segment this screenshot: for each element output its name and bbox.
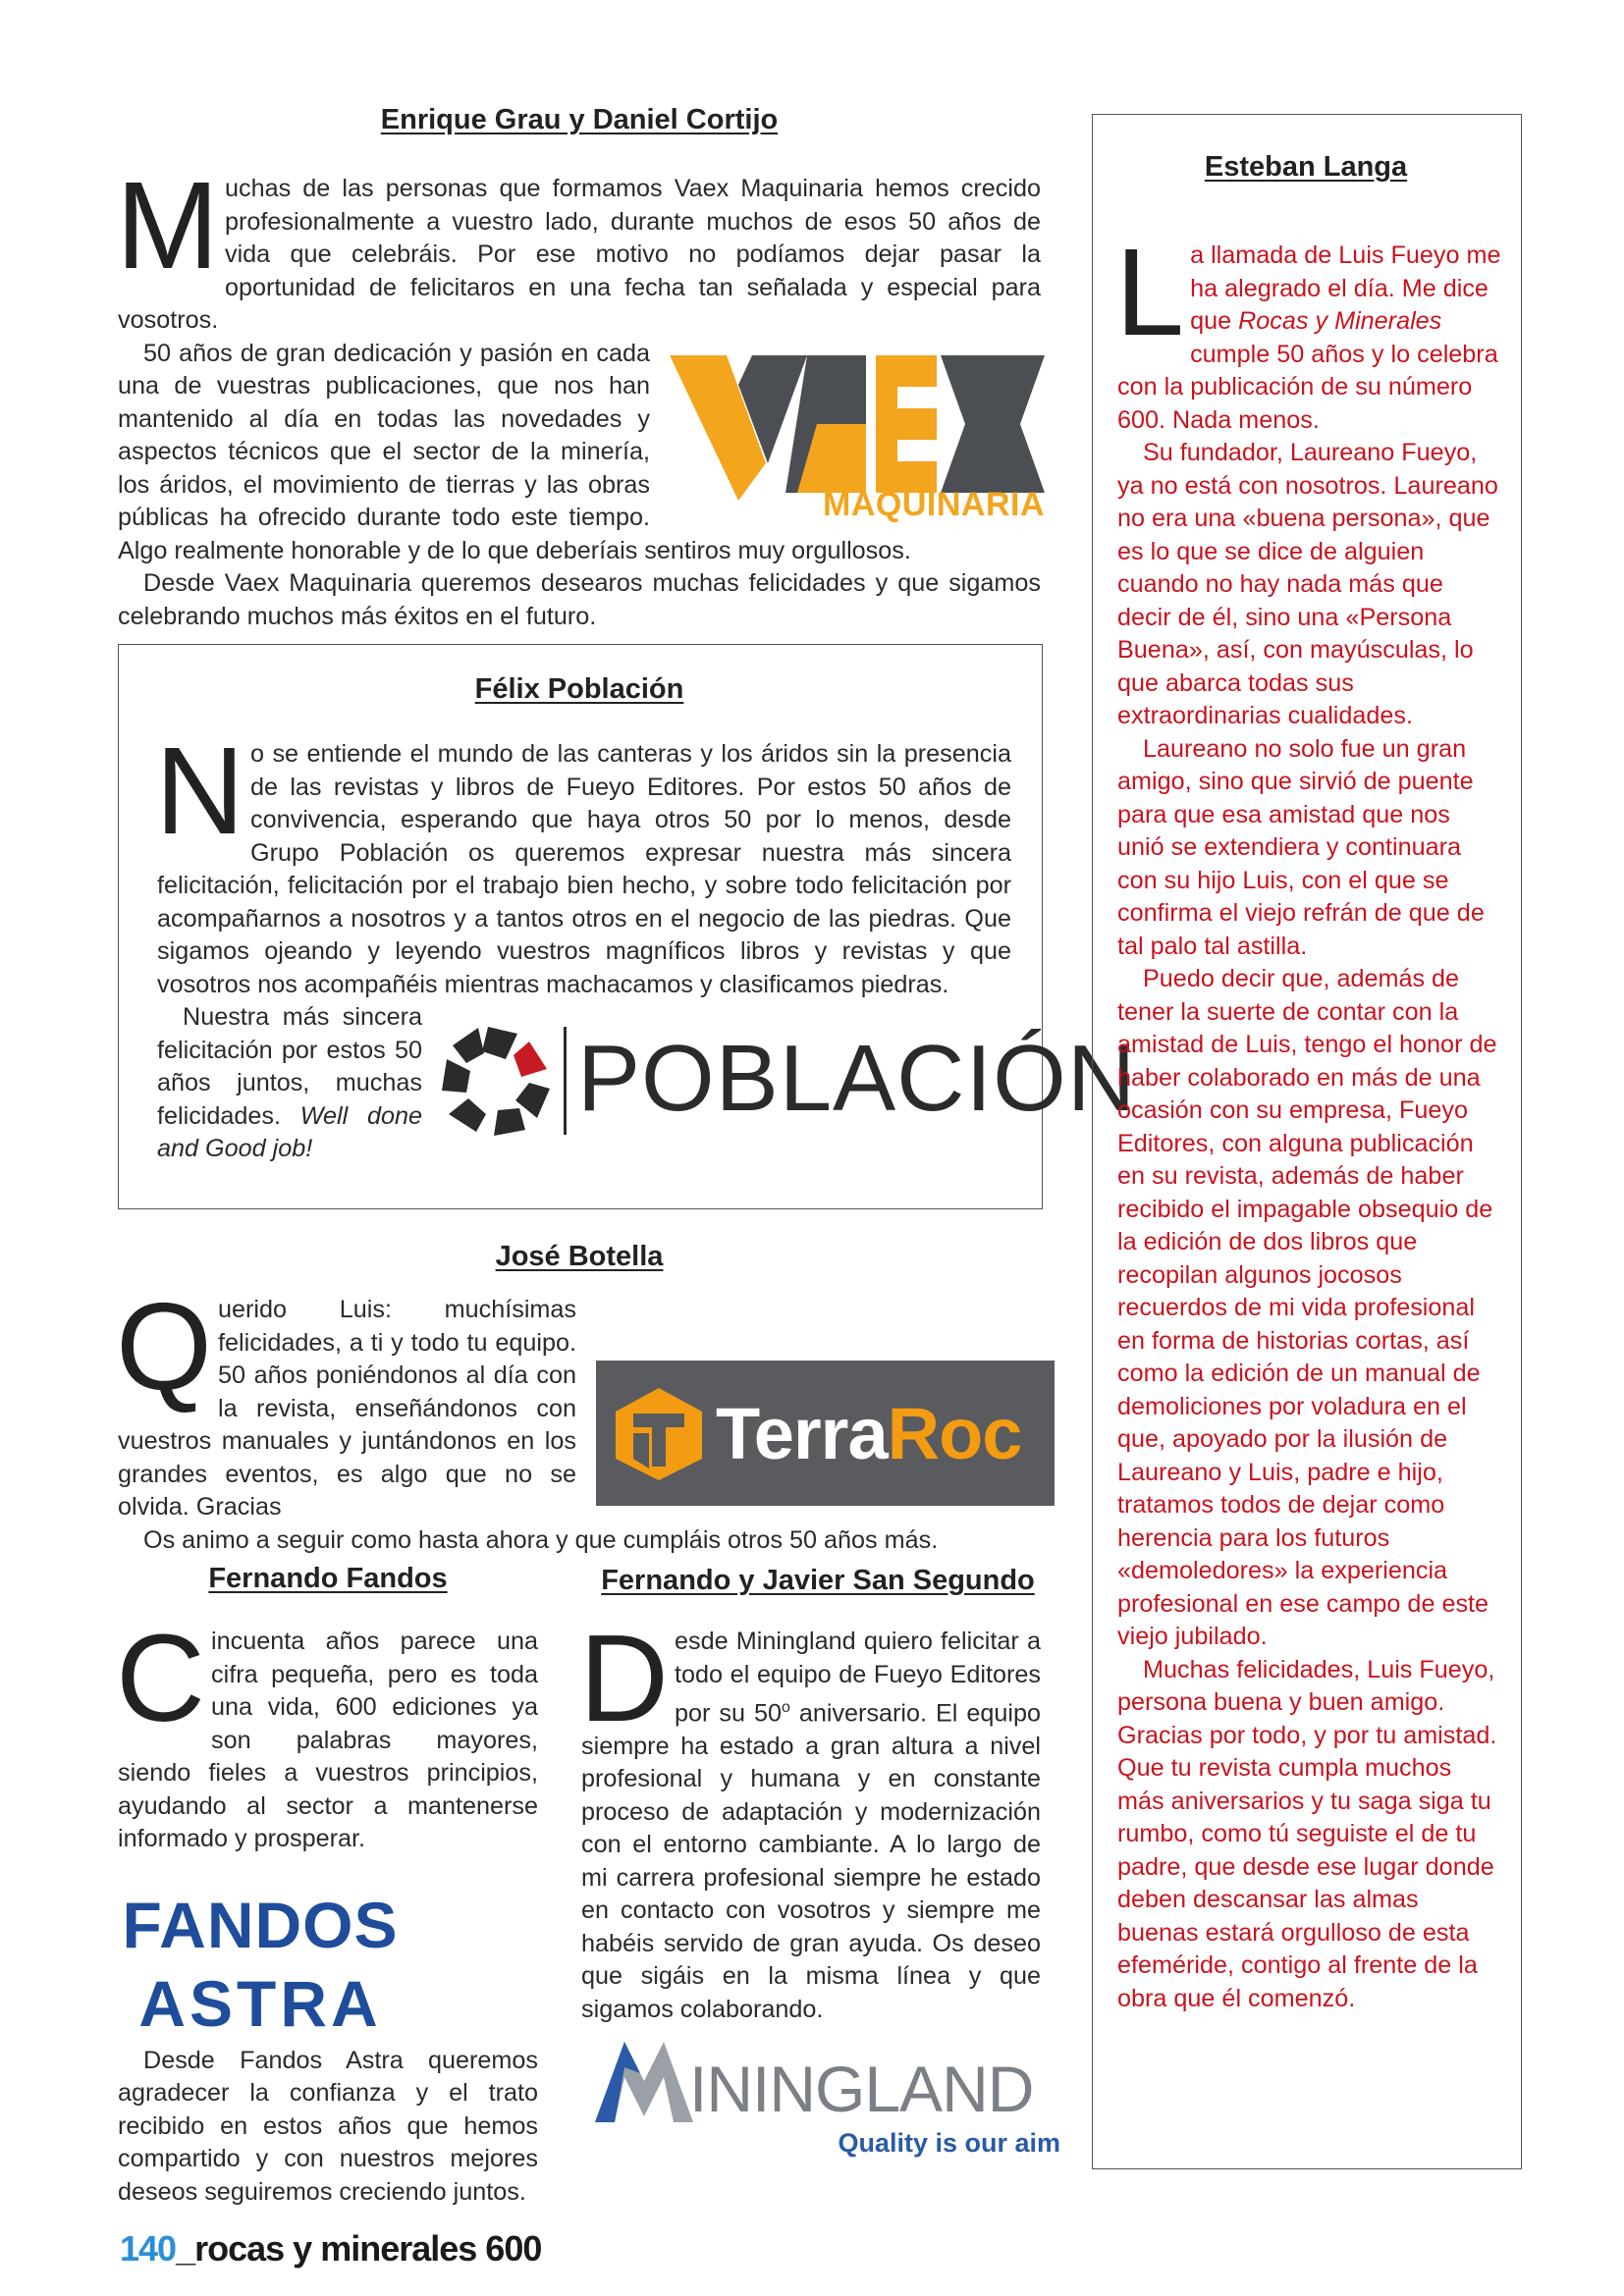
poblacion-paragraph-2-text: Nuestra más sincera felicitación por estos 50 años juntos, muchas felicidades. [157,1003,422,1130]
heading-langa: Esteban Langa [1204,151,1408,183]
page-number: 140 [120,2228,177,2269]
article-fandos [116,1609,538,2209]
vaex-logo-sub: MAQUINARIA [823,485,1045,523]
dropcap-fandos: C [116,1609,205,1747]
article-langa [1115,223,1502,2015]
fandos-paragraph-1: incuenta años parece una cifra pequeña, pero es toda una vida, 600 ediciones ya son palabras mayores, siendo fieles a vuestros principios, ayudando al sector a mantenerse informado y prosperar. [118,1628,538,1852]
vaex-logo [670,346,1045,532]
sansegundo-superscript: o [781,1699,790,1716]
sansegundo-text-b: aniversario. El equipo siempre ha estado a gran altura a nivel profesional y humana y en constante proceso de adaptación y modernización con el entorno cambiante. A lo largo de mi carrera profesional siempre he estado en contacto con vosotros y siempre me habéis servido de gran ayuda. Os deseo que sigáis en la misma línea y que sigamos colaborando. [581,1699,1041,2023]
terraroc-logo [596,1361,1055,1506]
langa-paragraph-3: Laureano no solo fue un gran amigo, sino que sirvió de puente para que esa amistad que nos unió se extendiera y continuara con su hijo Luis, con el que se confirma el viejo refrán de que de tal palo tal astilla. [1117,734,1485,960]
terraroc-hexagon-icon [610,1384,708,1482]
fandos-logo-line2: ASTRA [138,1966,382,2040]
article-botella [116,1277,1041,1557]
langa-paragraph-2: Su fundador, Laureano Fueyo, ya no está con nosotros. Laureano no era una «buena persona», que es lo que se dice de alguien cuando no hay nada más que decir de él, sino una «Persona Buena», así, con mayúsculas, lo que abarca todas sus extraordinarias cualidades. [1117,439,1498,729]
grau-paragraph-3: Desde Vaex Maquinaria queremos desearos muchas felicidades y que sigamos celebrando muchos más éxitos en el futuro. [118,569,1041,630]
heading-grau: Enrique Grau y Daniel Cortijo [380,104,779,135]
fandos-logo-line1: FANDOS [122,1888,399,1961]
miningland-tagline: Quality is our aim [838,2128,1060,2158]
miningland-m-icon [595,2038,693,2126]
publication-name: _rocas y minerales 600 [176,2228,542,2269]
grau-paragraph-1: uchas de las personas que formamos Vaex Maquinaria hemos crecido profesionalmente a vuestro lado, durante muchos de esos 50 años de vida que celebráis. Por ese motivo no podíamos dejar pasar la oportunidad de felicitaros en una fecha tan señalada y especial para vosotros. [118,175,1041,334]
botella-paragraph-2: Os animo a seguir como hasta ahora y que cumpláis otros 50 años más. [143,1525,939,1554]
langa-publication-italic: Rocas y Minerales [1238,307,1442,335]
grau-paragraph-2: 50 años de gran dedicación y pasión en cada una de vuestras publicaciones, que nos han mantenido al día en todas las novedades y aspectos técnicos que el sector de la minería, los áridos, el movimiento de tierras y las obras públicas ha ofrecido durante todo este tiempo. Algo realmente honorable y de lo que deberíais sentiros muy orgullosos. [118,339,911,564]
heading-botella: José Botella [495,1241,664,1272]
dropcap-langa: L [1115,223,1185,361]
fandos-astra-logo [98,1888,422,2045]
poblacion-paragraph-2-italic: Well done and Good job! [157,1101,422,1162]
poblacion-logo-text: POBLACIÓN [577,1026,1137,1131]
langa-paragraph-5: Muchas felicidades, Luis Fueyo, persona buena y buen amigo. Gracias por todo, y por tu amistad. Que tu revista cumpla muchos más aniversarios y tu saga siga tu rumbo, como tú seguiste el de tu padre, que desde ese lugar donde deben descansar las almas buenas estará orgulloso de esta efeméride, contigo al frente de la obra que él comenzó. [1117,1655,1497,2012]
langa-paragraph-4: Puedo decir que, además de tener la suerte de contar con la amistad de Luis, tengo el honor de haber colaborado en más de una ocasión con su empresa, Fueyo Editores, con alguna publicación en su revista, además de haber recibido el impagable obsequio de la edición de dos libros que recopilan algunos jocosos recuerdos de mi vida profesional en forma de historias cortas, así como la edición de un manual de demoliciones por voladura en el que, apoyado por la ilusión de Laureano y Luis, padre e hijo, tratamos todos de dejar como herencia para los futuros «demoledores» la experiencia profesional en ese campo de este viejo jubilado. [1117,965,1497,1650]
heading-sansegundo: Fernando y Javier San Segundo [601,1565,1035,1596]
poblacion-aperture-icon [432,1017,560,1145]
dropcap-grau: M [116,156,219,294]
dropcap-poblacion: N [155,721,244,860]
terraroc-logo-roc: Roc [887,1393,1022,1474]
poblacion-paragraph-1: o se entiende el mundo de las canteras y los áridos sin la presencia de las revistas y libros de Fueyo Editores. Por estos 50 años de convivencia, esperando que haya otros 50 por lo menos, desde Grupo Población os queremos expresar nuestra más sincera felicitación, felicitación por el trabajo bien hecho, y sobre todo felicitación por acompañarnos a nosotros y a tantos otros en el negocio de las piedras. Que sigamos ojeando y leyendo vuestros magníficos libros y revistas y que vosotros nos acompañéis mientras machacamos y clasificamos piedras. [157,740,1011,998]
article-grau [116,156,1045,633]
heading-fandos: Fernando Fandos [208,1563,448,1594]
terraroc-logo-terra: Terra [716,1393,888,1474]
miningland-logo [595,2032,1060,2169]
langa-text-a: a llamada de Luis Fueyo me ha alegrado el día. Me dice que [1190,241,1501,335]
fandos-paragraph-2: Desde Fandos Astra queremos agradecer la confianza y el trato recibido en estos años que hemos compartido y con nuestros mejores deseos seguiremos creciendo juntos. [118,2046,538,2206]
botella-paragraph-1: uerido Luis: muchísimas felicidades, a ti y todo tu equipo. 50 años poniéndonos al día con la revista, enseñándonos con vuestros manuales y juntándonos en los grandes eventos, es algo que no se olvida. Gracias [118,1296,576,1521]
article-sansegundo [579,1609,1041,2026]
heading-poblacion: Félix Población [474,673,684,705]
article-poblacion [155,721,1137,1166]
sansegundo-text-a: esde Miningland quiero felicitar a todo el equipo de Fueyo Editores por su 50 [675,1628,1041,1728]
langa-text-b: cumple 50 años y lo celebra con la publicación de su número 600. Nada menos. [1117,340,1498,434]
poblacion-logo [432,1007,1137,1154]
dropcap-botella: Q [116,1277,213,1415]
dropcap-sansegundo: D [579,1609,669,1747]
miningland-logo-text: ININGLAND [689,2053,1034,2125]
poblacion-divider [564,1027,567,1135]
page-footer [120,2228,541,2269]
